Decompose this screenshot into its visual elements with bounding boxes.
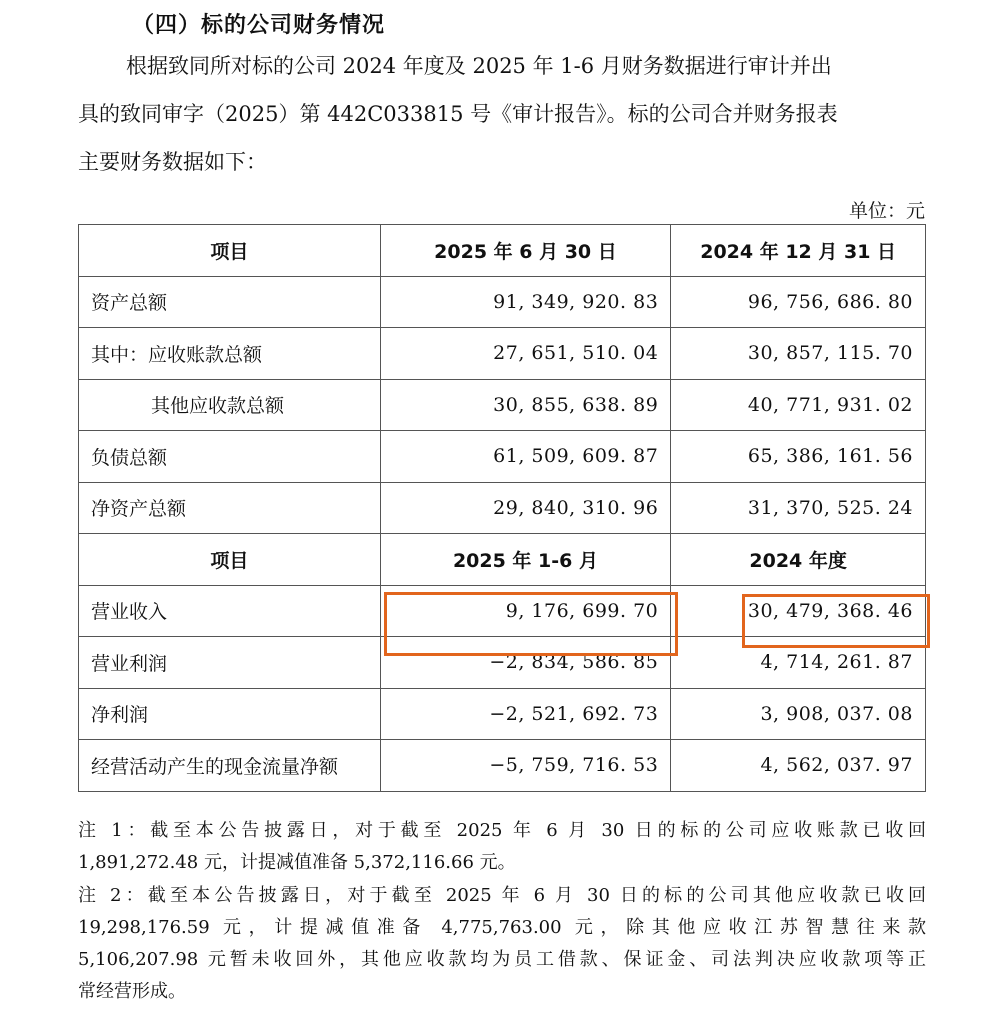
note-line: 1,891,272.48 元，计提减值准备 5,372,116.66 元。	[78, 852, 516, 873]
value-cell: 4, 714, 261. 87	[671, 637, 926, 689]
header-cell: 2025 年 1-6 月	[380, 534, 671, 586]
table-header-row	[79, 225, 926, 277]
value-cell: 31, 370, 525. 24	[671, 482, 926, 534]
table-row	[79, 328, 926, 380]
intro-line: 根据致同所对标的公司 2024 年度及 2025 年 1-6 月财务数据进行审计并出	[126, 54, 832, 78]
table-row	[79, 688, 926, 740]
value-cell: 27, 651, 510. 04	[380, 328, 671, 380]
value-cell: 29, 840, 310. 96	[380, 482, 671, 534]
note-line: 注 1：截至本公告披露日，对于截至 2025 年 6 月 30 日的标的公司应收账款已收回	[78, 820, 926, 841]
header-cell: 项目	[79, 225, 381, 277]
financial-table	[78, 224, 926, 792]
header-cell: 2024 年度	[671, 534, 926, 586]
value-cell: −2, 521, 692. 73	[380, 688, 671, 740]
row-label: 经营活动产生的现金流量净额	[79, 740, 381, 792]
value-cell: 9, 176, 699. 70	[380, 585, 671, 637]
note-2	[78, 880, 926, 1008]
value-cell: 3, 908, 037. 08	[671, 688, 926, 740]
highlight-box-revenue-2024	[742, 594, 930, 648]
row-label: 负债总额	[79, 431, 381, 483]
table-row	[79, 482, 926, 534]
highlight-box-revenue-2025	[384, 592, 678, 656]
value-cell: 65, 386, 161. 56	[671, 431, 926, 483]
value-cell: 91, 349, 920. 83	[380, 276, 671, 328]
section-heading: （四）标的公司财务情况	[132, 13, 386, 38]
header-cell: 2024 年 12 月 31 日	[671, 225, 926, 277]
unit-label: 单位：元	[848, 200, 925, 222]
row-label: 其中：应收账款总额	[79, 328, 381, 380]
row-label: 营业收入	[79, 585, 381, 637]
table-row	[79, 740, 926, 792]
note-line: 5,106,207.98 元暂未收回外，其他应收款均为员工借款、保证金、司法判决应收款项等正	[78, 949, 926, 970]
intro-line: 具的致同审字（2025）第 442C033815 号《审计报告》。标的公司合并财务报表	[78, 102, 838, 126]
note-line: 常经营形成。	[78, 981, 186, 1002]
note-line: 注 2：截至本公告披露日，对于截至 2025 年 6 月 30 日的标的公司其他应收款已收回	[78, 885, 926, 906]
value-cell: 30, 479, 368. 46	[671, 585, 926, 637]
value-cell: 4, 562, 037. 97	[671, 740, 926, 792]
intro-line: 主要财务数据如下：	[78, 150, 267, 174]
table-row	[79, 379, 926, 431]
intro-paragraph	[78, 42, 926, 186]
row-label: 净资产总额	[79, 482, 381, 534]
note-1	[78, 815, 926, 879]
row-label: 净利润	[79, 688, 381, 740]
table-header-row	[79, 534, 926, 586]
header-cell: 项目	[79, 534, 381, 586]
row-label: 营业利润	[79, 637, 381, 689]
value-cell: 30, 855, 638. 89	[380, 379, 671, 431]
value-cell: 96, 756, 686. 80	[671, 276, 926, 328]
value-cell: 40, 771, 931. 02	[671, 379, 926, 431]
table-row	[79, 431, 926, 483]
value-cell: 61, 509, 609. 87	[380, 431, 671, 483]
value-cell: −2, 834, 586. 85	[380, 637, 671, 689]
table-row	[79, 276, 926, 328]
header-cell: 2025 年 6 月 30 日	[380, 225, 671, 277]
row-label: 其他应收款总额	[79, 379, 381, 431]
value-cell: 30, 857, 115. 70	[671, 328, 926, 380]
note-line: 19,298,176.59 元，计提减值准备 4,775,763.00 元，除其他应收江苏智慧往来款	[78, 917, 926, 938]
row-label: 资产总额	[79, 276, 381, 328]
value-cell: −5, 759, 716. 53	[380, 740, 671, 792]
